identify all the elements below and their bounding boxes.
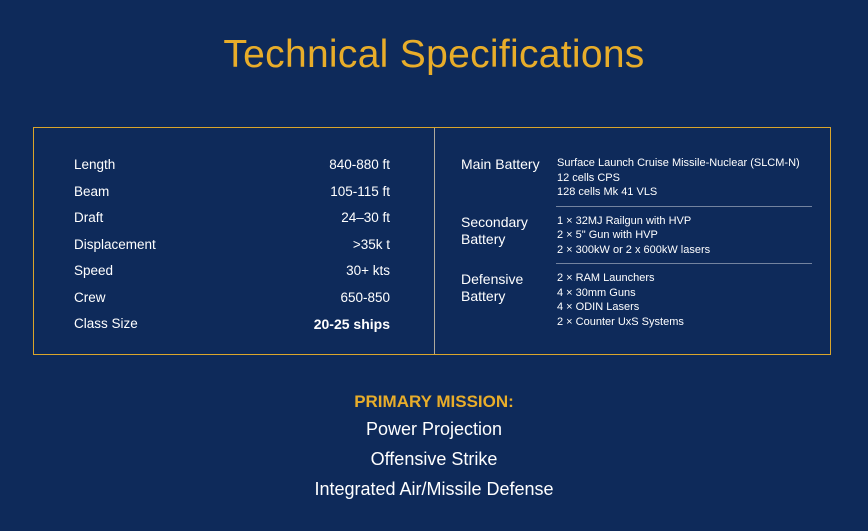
spec-row-crew <box>74 288 390 315</box>
weapon-item: 128 cells Mk 41 VLS <box>557 186 658 198</box>
weapon-item: 4 × ODIN Lasers <box>557 301 640 313</box>
weapon-items <box>557 214 710 258</box>
spec-label: Length <box>74 157 116 172</box>
mission-section <box>0 390 868 504</box>
mission-item: Integrated Air/Missile Defense <box>314 479 554 499</box>
weapon-item: 2 × RAM Launchers <box>557 272 655 284</box>
weapon-item: 1 × 32MJ Railgun with HVP <box>557 214 692 227</box>
spec-row-speed <box>74 261 390 288</box>
weapon-item: Surface Launch Cruise Missile-Nuclear (SLCM-N) <box>557 157 800 169</box>
mission-item: Offensive Strike <box>370 449 498 469</box>
weapon-group-main <box>461 156 813 200</box>
spec-label: Class Size <box>74 316 138 331</box>
weapon-items <box>557 156 800 200</box>
weapon-item: 2 × 5" Gun with HVP <box>557 229 658 241</box>
spec-label: Draft <box>74 210 104 225</box>
page-title: Technical Specifications <box>223 33 645 76</box>
weapon-item: 2 × Counter UxS Systems <box>557 315 684 328</box>
weapon-divider <box>556 263 812 264</box>
mission-title: PRIMARY MISSION: <box>354 392 514 411</box>
weapon-item: 4 × 30mm Guns <box>557 286 636 299</box>
weapon-label: Secondary Battery <box>461 213 528 247</box>
weapon-group-defensive <box>461 271 813 329</box>
weapons-list <box>461 156 813 329</box>
spec-value: 20-25 ships <box>313 316 390 332</box>
spec-panel <box>33 127 831 355</box>
column-divider <box>434 128 435 354</box>
spec-label: Beam <box>74 183 110 199</box>
spec-row-beam <box>74 182 390 209</box>
dimensions-list <box>74 155 390 341</box>
spec-row-draft <box>74 208 390 235</box>
weapon-items <box>557 271 684 329</box>
weapon-item: 12 cells CPS <box>557 171 620 184</box>
spec-value: >35k t <box>352 236 390 252</box>
spec-value: 24–30 ft <box>341 210 390 225</box>
mission-item: Power Projection <box>365 419 503 439</box>
spec-row-class-size <box>74 314 390 341</box>
weapon-label: Main Battery <box>461 156 540 172</box>
spec-value: 30+ kts <box>346 263 390 278</box>
spec-label: Displacement <box>74 236 156 252</box>
spec-row-displacement <box>74 235 390 262</box>
spec-value: 105-115 ft <box>330 183 390 199</box>
spec-label: Speed <box>74 263 114 278</box>
spec-value: 650-850 <box>340 289 390 305</box>
weapon-label: Defensive Battery <box>461 271 524 304</box>
spec-value: 840-880 ft <box>329 157 390 172</box>
weapon-group-secondary <box>461 214 813 258</box>
weapon-divider <box>556 206 812 207</box>
weapon-item: 2 × 300kW or 2 x 600kW lasers <box>557 243 711 256</box>
spec-label: Crew <box>74 289 106 305</box>
spec-row-length <box>74 155 390 182</box>
